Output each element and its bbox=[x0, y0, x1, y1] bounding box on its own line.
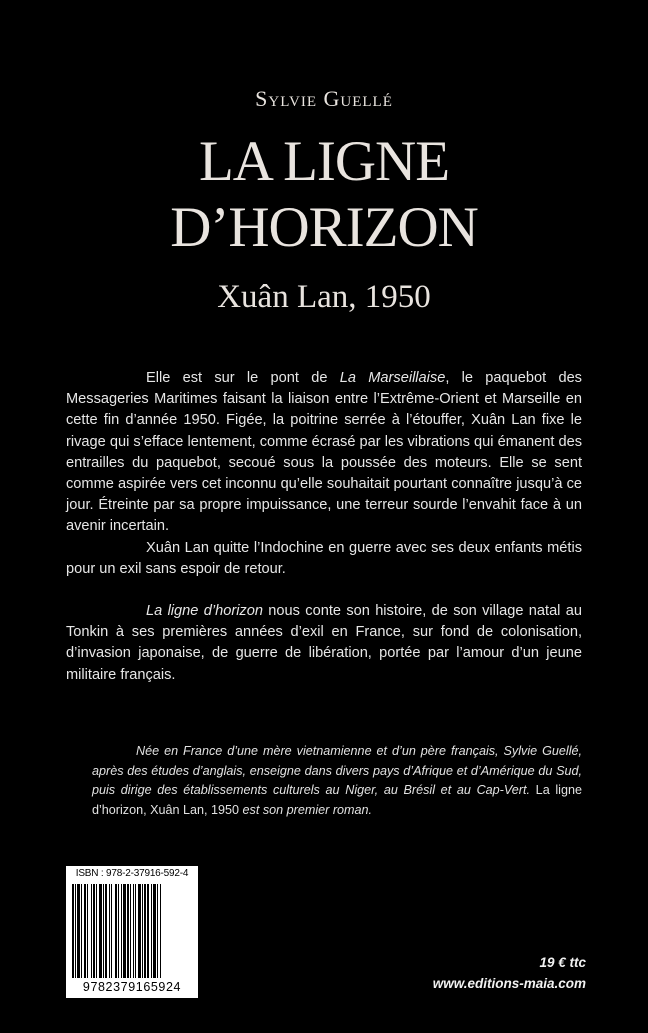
barcode-bar bbox=[75, 884, 76, 978]
barcode-bar bbox=[147, 884, 149, 978]
publisher-website[interactable]: www.editions-maia.com bbox=[432, 976, 586, 991]
barcode-bar bbox=[96, 884, 97, 978]
book-subtitle: Xuân Lan, 1950 bbox=[217, 279, 431, 315]
price: 19 € ttc bbox=[539, 955, 586, 970]
ship-name: La Marseillaise bbox=[339, 370, 446, 386]
barcode-bar bbox=[160, 884, 161, 978]
barcode bbox=[71, 884, 193, 980]
barcode-number: 9782379165924 bbox=[82, 980, 182, 994]
bio-text: Née en France d’une mère vietnamienne et d’un père français, Sylvie Guellé, après des études d’anglais, enseigne dans divers pays d’Afrique et d’Amérique du Sud, puis dirige des établissements culturels au Niger, au Brésil et au Cap-Vert. bbox=[92, 744, 582, 797]
barcode-bar bbox=[103, 884, 104, 978]
barcode-bar bbox=[115, 884, 117, 978]
barcode-bar bbox=[133, 884, 134, 978]
book-title-line-1: LA LIGNE bbox=[198, 130, 450, 193]
barcode-bar bbox=[153, 884, 156, 978]
author-name: Sylvie Guellé bbox=[255, 86, 393, 111]
isbn-barcode-block bbox=[66, 866, 198, 998]
barcode-bar bbox=[127, 884, 129, 978]
barcode-bar bbox=[121, 884, 122, 978]
barcode-bar bbox=[144, 884, 146, 978]
barcode-bar bbox=[91, 884, 92, 978]
barcode-bar bbox=[111, 884, 112, 978]
barcode-bar bbox=[151, 884, 152, 978]
barcode-bar bbox=[135, 884, 136, 978]
author-bio bbox=[92, 742, 582, 820]
barcode-bar bbox=[81, 884, 82, 978]
blurb-book-title: La ligne d’horizon bbox=[146, 603, 263, 620]
isbn-label: ISBN : 978-2-37916-592-4 bbox=[75, 868, 189, 879]
blurb-paragraph-1 bbox=[66, 368, 582, 538]
book-title-line-2: D’HORIZON bbox=[170, 196, 478, 259]
barcode-bar bbox=[109, 884, 110, 978]
barcode-bar bbox=[157, 884, 158, 978]
blurb bbox=[66, 368, 582, 686]
barcode-bar bbox=[93, 884, 95, 978]
barcode-bar bbox=[87, 884, 88, 978]
barcode-bar bbox=[77, 884, 80, 978]
blurb-p1-start: Elle est sur le pont de bbox=[146, 370, 340, 386]
barcode-bar bbox=[105, 884, 107, 978]
barcode-bar bbox=[138, 884, 141, 978]
barcode-bar bbox=[84, 884, 86, 978]
blurb-paragraph-2: Xuân Lan quitte l’Indochine en guerre avec ses deux enfants métis pour un exil sans espoir de retour. bbox=[66, 539, 582, 577]
blurb-paragraph-3 bbox=[66, 601, 582, 686]
bio-text-end: est son premier roman. bbox=[239, 802, 373, 817]
bio-book-title: La ligne d’horizon, Xuân Lan, 1950 bbox=[92, 783, 582, 817]
barcode-bar bbox=[130, 884, 131, 978]
blurb-p3-rest: nous conte son histoire, de son village natal au Tonkin à ses premières années d’exil en France, sur fond de colonisation, d’invasion japonaise, de guerre de libération, portée par l’amour d’un jeune militaire français. bbox=[66, 603, 582, 683]
barcode-bar bbox=[118, 884, 119, 978]
barcode-bar bbox=[72, 884, 74, 978]
blurb-p1-end: , le paquebot des Messageries Maritimes faisant la liaison entre l’Extrême-Orient et Marseille en cette fin d’année 1950. Figée, la poitrine serrée à l’étouffer, Xuân Lan fixe le rivage qui s’efface lentement, comme écrasé par les vibrations qui émanent des entrailles du paquebot, secoué sous la poussée des moteurs. Elle se sent comme aspirée vers cet inconnu qu’elle souhaitait pourtant connaître jusqu’à ce jour. Étreinte par sa propre impuissance, une terreur sourde l’envahit face à un avenir incertain. bbox=[66, 370, 582, 535]
barcode-bar bbox=[142, 884, 143, 978]
barcode-bar bbox=[123, 884, 126, 978]
barcode-bar bbox=[99, 884, 102, 978]
